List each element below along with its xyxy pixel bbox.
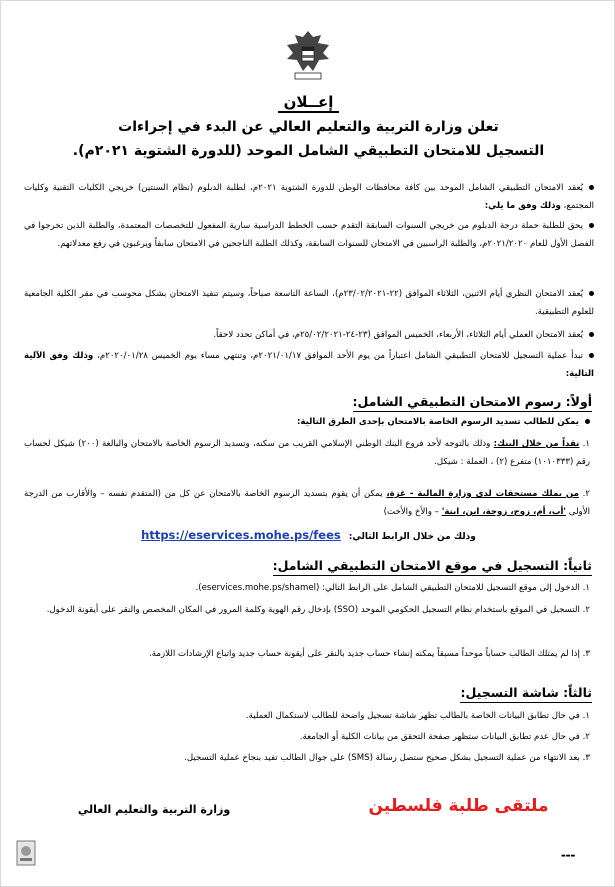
fees-link-line: وذلك من خلال الرابط التالي: https://eservices.mohe.ps/fees: [141, 528, 476, 542]
fees-link[interactable]: https://eservices.mohe.ps/fees: [141, 528, 341, 542]
footer-mark: ▬▬▬: [561, 853, 576, 859]
section-3-item: ٢. في حال عدم تطابق البيانات ستظهر صفحة التحقق من بيانات الكلية أو الجامعة.: [299, 732, 590, 742]
section-2-item: ٢. التسجيل في الموقع باستخدام نظام التسجيل الحكومي الموحد (SSO) بإدخال رقم الهوية وكلمة المرور في المكان المخصص والنقر على أيقونة الدخول.: [46, 605, 590, 615]
bullet-dot-icon: [589, 353, 594, 358]
section-2-item: ١. الدخول إلى موقع التسجيل للامتحان التطبيقي الشامل على الرابط التالي: (eservices.mohe.ps/shamel).: [195, 583, 590, 593]
section-1-intro: يمكن للطالب تسديد الرسوم الخاصة بالامتحان بإحدى الطرق التالية:: [24, 413, 590, 431]
section-3-item: ٣. بعد الانتهاء من عملية التسجيل بشكل صحيح ستصل رسالة (SMS) على جوال الطالب تفيد بنجاح عملية التسجيل.: [184, 753, 590, 763]
bullet-dot-icon: [589, 332, 594, 337]
bullet-dot-icon: [589, 223, 594, 228]
palestine-eagle-emblem: [283, 27, 333, 83]
title-line-1: تعلن وزارة التربية والتعليم العالي عن البدء في إجراءات: [118, 119, 499, 135]
bullet-item: يُعقد الامتحان النظري أيام الاثنين، الثلاثاء الموافق (٢٢-٢٣/٠٢/٢٠٢١م)، الساعة التاسعة صباحاً، وسيتم تنفيذ الامتحان بشكل محوسب في مقر الكلية الجامعية للعلوم التطبيقية.: [24, 289, 594, 317]
title-line-2: التسجيل للامتحان التطبيقي الشامل الموحد (للدورة الشتوية ٢٠٢١م).: [72, 143, 545, 159]
ministry-signature: وزارة التربية والتعليم العالي: [77, 803, 231, 816]
bullet-item: تبدأ عملية التسجيل للامتحان التطبيقي الشامل اعتباراً من يوم الأحد الموافق ٢٠٢١/٠١/١٧م، وتنتهي مساء يوم الخميس ٢٠٢٠/٠١/٢٨م، وذلك وفق الآلية التالية:: [24, 351, 594, 379]
section-2-item: ٣. إذا لم يمتلك الطالب حساباً موحداً مسبقاً يمكنه إنشاء حساب جديد بالنقر على أيقونة حساب جديد واتباع الإرشادات اللازمة.: [149, 649, 590, 659]
section-2-title: ثانياً: التسجيل في موقع الامتحان التطبيقي الشامل:: [273, 558, 592, 576]
bullet-dot-icon: [589, 291, 594, 296]
bullet-item: يُعقد الامتحان التطبيقي الشامل الموحد بين كافة محافظات الوطن للدورة الشتوية ٢٠٢١م، لطلبة الدبلوم (نظام السنتين) خريجي الكليات التقنية وكليات المجتمع، وذلك وفق ما يلي:: [24, 183, 594, 211]
bullet-item: يحق للطلبة حملة درجة الدبلوم من خريجي السنوات السابقة التقدم حسب الخطط الدراسية سارية المفعول للتخصصات المعتمدة، والطلبة الذين تخرجوا في الفصل الأول للعام ٢٠٢١/٢٠٢٠م، والطلبة الراسبين في الامتحان للسنوات السابقة، وكذلك الطلبة الناجحين في الامتحان سابقاً ويرغبون في رفع معدلاتهم.: [24, 221, 594, 249]
stamp-icon: [15, 839, 37, 867]
bullet-item: يُعقد الامتحان العملي أيام الثلاثاء، الأربعاء، الخميس الموافق (٢٣-٢٤-٢٥/٠٢/٢٠٢١م، في أماكن تحدد لاحقاً.: [24, 326, 594, 344]
section-3-item: ١. في حال تطابق البيانات الخاصة بالطالب تظهر شاشة تسجيل واضحة للطالب لاستكمال العملية.: [245, 711, 590, 721]
section-1-item-1: ١. نقداً من خلال البنك: وذلك بالتوجه لأحد فروع البنك الوطني الإسلامي القريب من سكنه، وتسديد الرسوم الخاصة بالامتحان والبالغة (٢٠٠) شيكل لحساب رقم (١٠١٠٣٣٣) متفرع (٢) ، العملة : شيكل.: [24, 439, 591, 467]
announcement-heading: إعــلان: [1, 93, 615, 111]
section-1-item-2: ٢. من يملك مستحقات لدى وزارة المالية - غزة، يمكن أن يقوم بتسديد الرسوم الخاصة بالامتحان عن كل من (المتقدم نفسه – والأقارب من الدرجة الأولى 'أب، أم، زوج، زوجة، ابن، ابنة' – والأخ والأخت): [24, 489, 590, 517]
section-1-title: أولاً: رسوم الامتحان التطبيقي الشامل:: [353, 394, 592, 412]
bullet-dot-icon: [589, 185, 594, 190]
watermark-text: ملتقى طلبة فلسطين: [368, 796, 549, 816]
bullet-dot-icon: [585, 419, 590, 424]
section-3-title: ثالثاً: شاشة التسجيل:: [460, 685, 592, 703]
